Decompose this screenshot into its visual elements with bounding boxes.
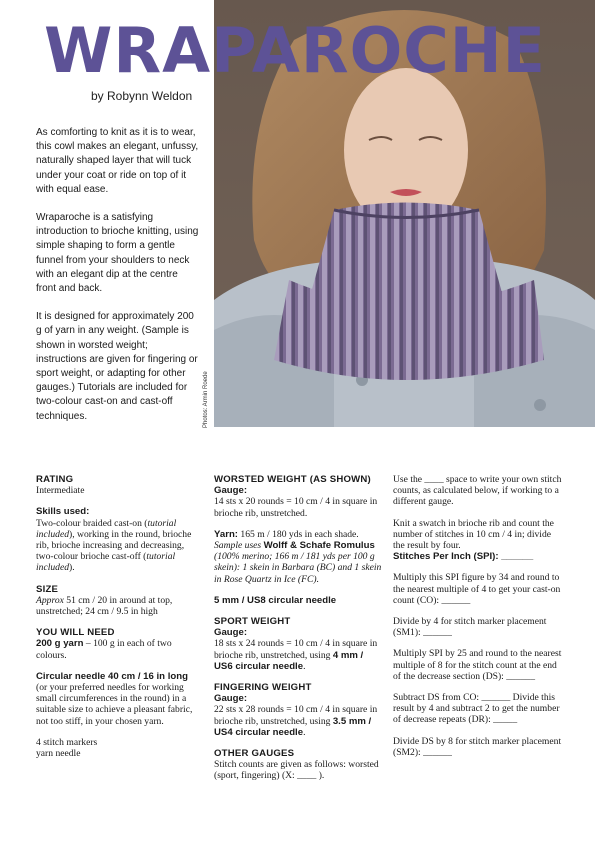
sport-gauge-a: 18 sts x 24 rounds = 10 cm / 4 in square in brioche rib, unstretched, using: [214, 638, 378, 661]
spi-field: Stitches Per Inch (SPI): ______: [393, 551, 534, 563]
worsted-needle: 5 mm / US8 circular needle: [214, 594, 337, 606]
skills-text-a: Two-colour braided cast-on (: [36, 517, 148, 529]
cast-on-calc: Multiply this SPI figure by 34 and round to the nearest multiple of 4 to get your cast-on count (CO): ______: [393, 572, 561, 606]
fingering-gauge-a: 22 sts x 28 rounds = 10 cm / 4 in square in brioche rib, unstretched, using: [214, 704, 378, 727]
intro-paragraph-2: Wraparoche is a satisfying introduction to brioche knitting, using simple shaping to form a gentle funnel from your shoulders to neck with an elegant dip at the centre front and back.: [36, 212, 199, 295]
yarn-label: Yarn:: [214, 528, 238, 540]
intro-paragraph-1: As comforting to knit as it is to wear, this cowl makes an elegant, unfussy, naturally shaped layer that will tuck under your coat or ride on top of it with equal ease.: [36, 127, 199, 195]
sport-gauge-c: .: [303, 660, 306, 672]
sport-needle: 4 mm / US6 circular needle: [214, 649, 364, 672]
sm2-calc: Divide DS by 8 for stitch marker placement (SM2): ______: [393, 735, 562, 758]
intro-text: [36, 126, 200, 438]
skills-text-c: ), working in the round, brioche rib, brioche increasing and decreasing, two-colour brioche cast-off (: [36, 528, 192, 563]
sample-yarn-brand: Wolff & Schafe Romulus: [263, 540, 375, 552]
yarn-amount: 200 g yarn: [36, 638, 84, 650]
decrease-repeats-calc: Subtract DS from CO: ______ Divide this result by 4 and subtract 2 to get the number of decrease repeats (DR): _____: [393, 692, 560, 726]
pattern-title: WRAPAROCHE: [44, 14, 547, 87]
other-gauges-heading: OTHER GAUGES: [214, 748, 295, 760]
size-approx: Approx: [36, 594, 64, 606]
fingering-needle: 3.5 mm / US4 circular needle: [214, 715, 372, 738]
sample-prefix: Sample uses: [214, 540, 264, 552]
notion-needle: yarn needle: [36, 748, 81, 760]
notion-markers: 4 stitch markers: [36, 736, 98, 748]
decrease-section-calc: Multiply SPI by 25 and round to the nearest multiple of 8 for the stitch count at the end of the decrease section (DS): ______: [393, 648, 562, 682]
rating-value: Intermediate: [36, 485, 85, 497]
photo-credit: Photos: Armin Roede: [203, 371, 209, 428]
author-byline: by Robynn Weldon: [91, 89, 193, 103]
skills-text-d: tutorial included: [36, 551, 176, 574]
fingering-heading: FINGERING WEIGHT: [214, 682, 312, 694]
needle-detail: (or your preferred needles for working small circumferences in the round) in a suitable size to achieve a pleasant fabric, not too stiff, in your chosen yarn.: [36, 682, 193, 727]
swatch-instruction: Knit a swatch in brioche rib and count the number of stitches in 10 cm / 4 in; divide the result by four.: [393, 517, 554, 552]
yarn-detail: – 100 g in each of two colours.: [36, 638, 172, 661]
worsted-gauge-label: Gauge:: [214, 485, 248, 497]
size-heading: SIZE: [36, 583, 59, 595]
sport-heading: SPORT WEIGHT: [214, 616, 291, 628]
sport-gauge-label: Gauge:: [214, 627, 248, 639]
size-text: 51 cm / 20 in around at top, unstretched; 24 cm / 9.5 in high: [36, 594, 173, 618]
sample-yarn-detail: (100% merino; 166 m / 181 yds per 100 g skein): 1 skein in Barbara (BC) and 1 skein in Rose Quartz in Ice (FC).: [214, 551, 382, 585]
fingering-gauge-c: .: [303, 726, 306, 738]
skills-heading: Skills used:: [36, 506, 90, 518]
details-column-2: [214, 474, 382, 792]
worsted-gauge: 14 sts x 20 rounds = 10 cm / 4 in square in brioche rib, unstretched.: [214, 496, 378, 519]
worsted-heading: WORSTED WEIGHT (AS SHOWN): [214, 474, 371, 485]
other-gauges-text: Stitch counts are given as follows: worsted (sport, fingering) (X: ____ ).: [214, 759, 379, 782]
yarn-yardage: 165 m / 180 yds in each shade.: [238, 528, 359, 540]
materials-heading: YOU WILL NEED: [36, 627, 115, 639]
skills-text-b: tutorial included: [36, 517, 177, 540]
intro-paragraph-3: It is designed for approximately 200 g of yarn in any weight. (Sample is shown in worsted weight; instructions are given for fingering or sport weight, or adapting for other gauges.) Tutorials are included for two-colour cast-on and cast-off techniques.: [36, 311, 198, 422]
details-column-1: [36, 474, 201, 769]
sm1-calc: Divide by 4 for stitch marker placement (SM1): ______: [393, 616, 547, 639]
custom-gauge-intro: Use the ____ space to write your own stitch counts, as calculated below, if working to a different gauge.: [393, 474, 562, 508]
fingering-gauge-label: Gauge:: [214, 693, 248, 705]
rating-heading: RATING: [36, 474, 74, 485]
skills-text-e: ).: [69, 562, 75, 574]
details-column-3: [393, 474, 563, 768]
needle-requirement: Circular needle 40 cm / 16 in long: [36, 670, 188, 682]
